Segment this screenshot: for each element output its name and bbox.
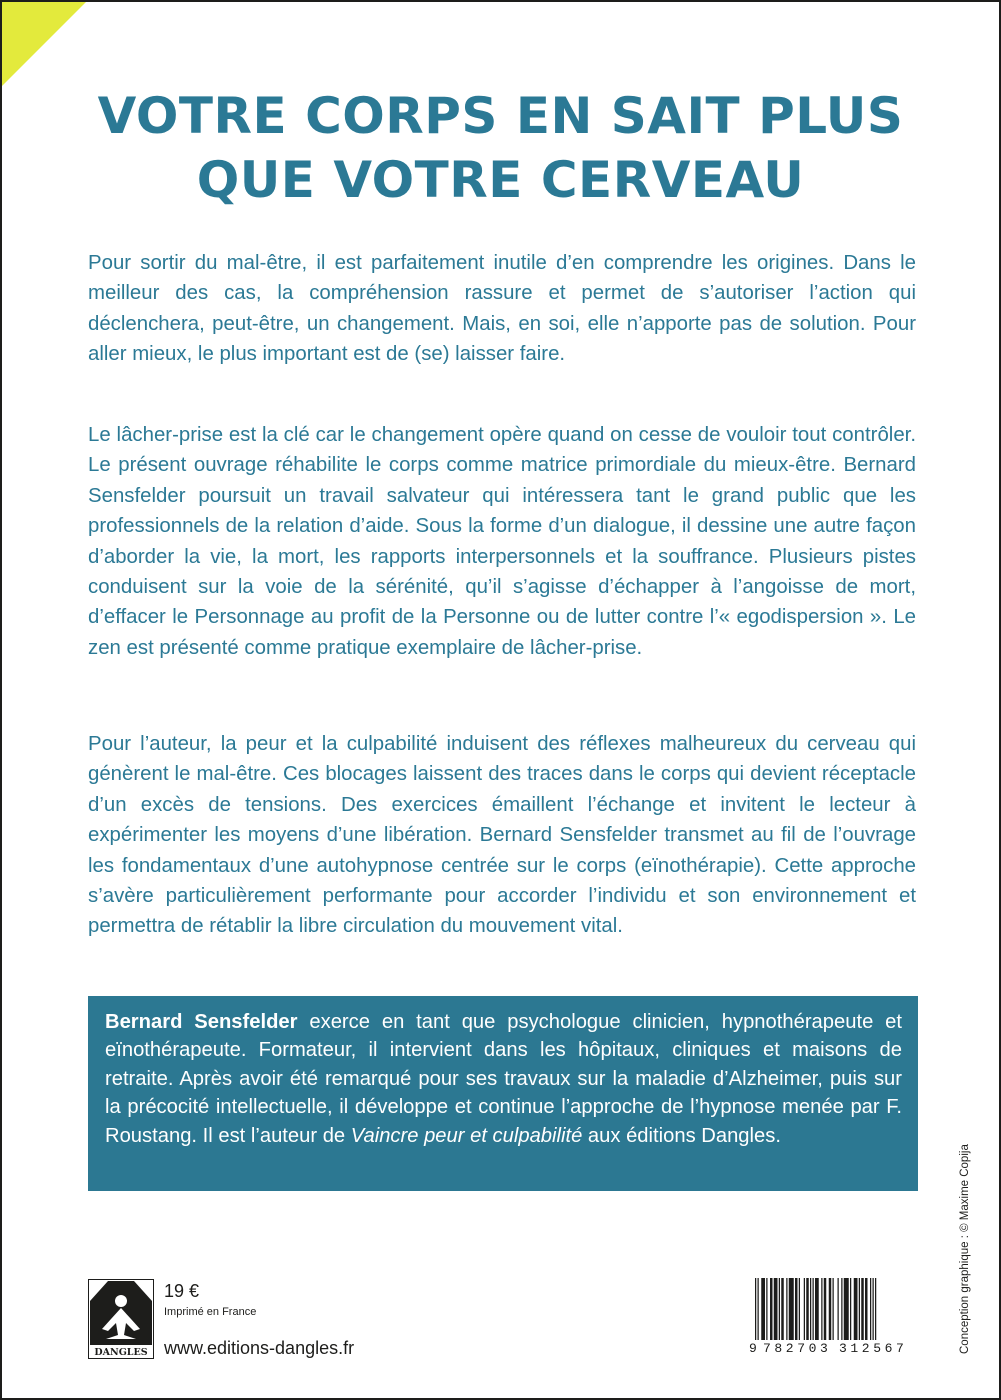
summary-paragraph-2: Le lâcher-prise est la clé car le changement opère quand on cesse de vouloir tout contrôler. Le présent ouvrage réhabilite le corps comme matrice primordiale du mieux-être. Bernard Sensfelder poursuit un travail salvateur qui intéressera tant le grand public que les professionnels de la relation d’aide. Sous la forme d’un dialogue, il dessine une autre façon d’aborder la vie, la mort, les rapports interpersonnels et la souffrance. Plusieurs pistes conduisent sur la voie de la sérénité, qu’il s’agisse d’échapper à l’angoisse de mort, d’effacer le Personnage au profit de la Personne ou de lutter contre l’« egodispersion ». Le zen est présenté comme pratique exemplaire de lâcher-prise.	[88, 424, 916, 659]
barcode-bar	[875, 1278, 876, 1340]
barcode-digits	[749, 1341, 917, 1359]
publisher-logo	[88, 1279, 154, 1359]
publisher-logo-text: DANGLES	[94, 1347, 148, 1358]
barcode-bar	[844, 1278, 849, 1340]
author-name: Bernard Sensfelder	[105, 1011, 298, 1033]
barcode-left-group: 782703	[763, 1341, 832, 1356]
book-title-reference: Vaincre peur et culpabilité	[350, 1124, 583, 1147]
barcode-bar	[870, 1278, 871, 1340]
barcode-bar	[841, 1278, 842, 1340]
design-credit: Conception graphique : © Maxime Copija	[959, 1144, 971, 1354]
barcode-bar	[766, 1278, 767, 1340]
author-bio-text	[105, 1008, 902, 1150]
barcode-bar	[854, 1278, 858, 1340]
cover-title-line-1: VOTRE CORPS EN SAIT PLUS	[97, 87, 904, 145]
barcode-bars	[755, 1278, 915, 1340]
printed-in-label: Imprimé en France	[164, 1306, 257, 1318]
barcode-bar	[813, 1278, 814, 1340]
barcode-bar	[799, 1278, 800, 1340]
barcode-bar	[758, 1278, 759, 1340]
cover-title-line-2: QUE VOTRE CERVEAU	[196, 151, 805, 209]
barcode-bar	[804, 1278, 805, 1340]
author-bio-box	[88, 996, 918, 1191]
barcode-bar	[824, 1278, 827, 1340]
barcode-bar	[833, 1278, 834, 1340]
barcode-bar	[795, 1278, 798, 1340]
summary-paragraph-1: Pour sortir du mal-être, il est parfaitement inutile d’en comprendre les origines. Dans le meilleur des cas, la compréhension rassure et permet de s’autoriser l’action qui déclenchera, peut-être, un changement. Mais, en soi, elle n’apporte pas de solution. Pour aller mieux, le plus important est de (se) laisser faire.	[88, 252, 916, 366]
corner-accent-triangle	[2, 2, 86, 86]
barcode-bar	[859, 1278, 860, 1340]
barcode-bar	[861, 1278, 864, 1340]
publisher-website: www.editions-dangles.fr	[164, 1338, 355, 1358]
barcode-bar	[770, 1278, 773, 1340]
barcode-bar	[789, 1278, 794, 1340]
barcode-first-digit: 9	[749, 1341, 757, 1356]
barcode-right-group: 312567	[839, 1341, 908, 1356]
barcode-bar	[865, 1278, 868, 1340]
barcode-bar	[810, 1278, 811, 1340]
summary-paragraph-3: Pour l’auteur, la peur et la culpabilité induisent des réflexes malheureux du cerveau qui génèrent le mal-être. Ces blocages laissent des traces dans le corps qui devient réceptacle d’un excès de tensions. Des exercices émaillent l’échange et invitent le lecteur à expérimenter les moyens d’une libération. Bernard Sensfelder transmet au fil de l’ouvrage les fondamentaux d’une autohypnose centrée sur le corps (eïnothérapie). Cette approche s’avère particulièrement performante pour accorder l’individu et son environnement et permettra de rétablir la libre circulation du mouvement vital.	[88, 733, 916, 938]
price-label: 19 €	[164, 1281, 200, 1301]
author-bio-part-2: aux éditions Dangles.	[582, 1124, 781, 1147]
barcode-bar	[761, 1278, 765, 1340]
barcode-bar	[821, 1278, 822, 1340]
barcode-bar	[850, 1278, 851, 1340]
cover-title	[42, 84, 959, 212]
author-bio-part-1: exerce en tant que psychologue clinicien, hypnothérapeute et eïnothérapeute. Formateur, il intervient dans les hôpitaux, cliniques et maisons de retraite. Après avoir été remarqué pour ses travaux sur la maladie d’Alzheimer, puis sur la précocité intellectuelle, il développe et continue l’approche de l’hypnose menée par F. Roustang. Il est l’auteur de	[105, 1011, 903, 1147]
barcode-bar	[873, 1278, 874, 1340]
barcode-bar	[779, 1278, 780, 1340]
isbn-barcode	[749, 1278, 917, 1360]
barcode-bar	[781, 1278, 784, 1340]
barcode-bar	[786, 1278, 787, 1340]
barcode-bar	[806, 1278, 809, 1340]
barcode-bar	[829, 1278, 832, 1340]
barcode-bar	[755, 1278, 756, 1340]
barcode-bar	[815, 1278, 819, 1340]
barcode-bar	[774, 1278, 778, 1340]
barcode-bar	[838, 1278, 839, 1340]
